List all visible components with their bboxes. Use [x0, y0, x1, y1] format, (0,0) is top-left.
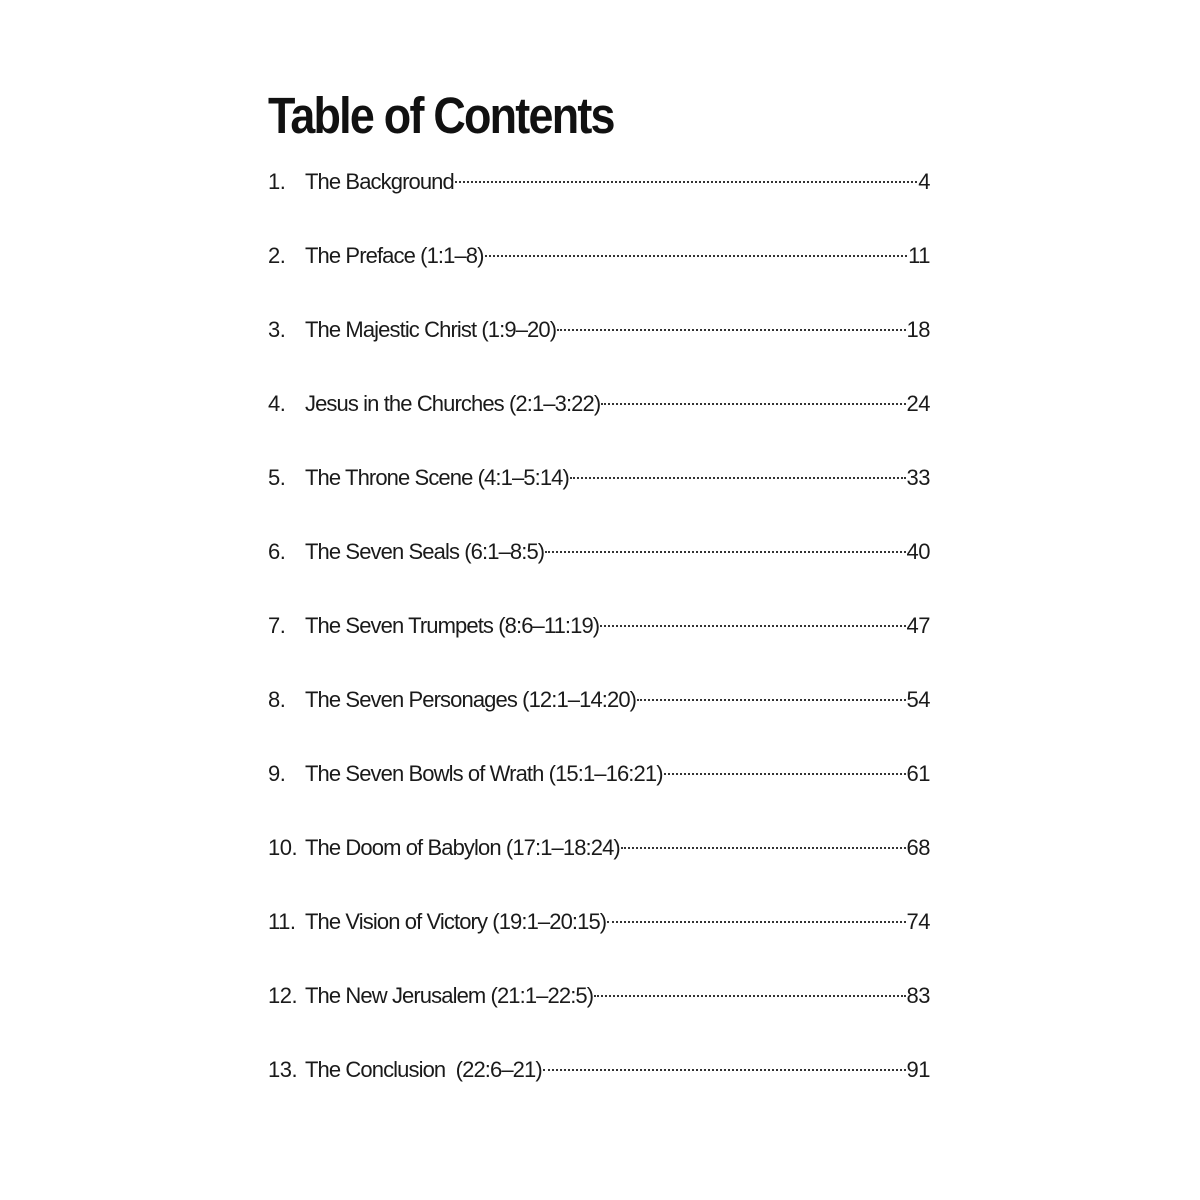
toc-entry-page: 18 [906, 317, 930, 342]
toc-entry-number: 11. [268, 909, 296, 934]
toc-entry-title: The Seven Trumpets (8:6–11:19) [305, 613, 600, 638]
toc-entry-number: 3. [268, 317, 286, 342]
toc-entry-number: 6. [268, 539, 286, 564]
dot-leader [600, 625, 905, 627]
toc-entry-title: The Throne Scene (4:1–5:14) [305, 465, 569, 490]
toc-entry [268, 906, 930, 938]
toc-entry [268, 314, 930, 346]
toc-entry [268, 536, 930, 568]
dot-leader [570, 477, 906, 479]
toc-entry [268, 388, 930, 420]
toc-entry-number: 8. [268, 687, 286, 712]
toc-entry-title: The New Jerusalem (21:1–22:5) [305, 983, 594, 1008]
toc-entry-title: The Conclusion (22:6–21) [305, 1057, 542, 1082]
dot-leader [621, 847, 906, 849]
toc-entry-number: 4. [268, 391, 286, 416]
toc-entry-title: The Background [305, 169, 454, 194]
dot-leader [664, 773, 906, 775]
toc-entry-number: 5. [268, 465, 286, 490]
toc-entry-number: 7. [268, 613, 286, 638]
dot-leader [455, 181, 917, 183]
toc-entry [268, 166, 930, 198]
toc-entry-page: 24 [906, 391, 930, 416]
dot-leader [543, 1069, 906, 1071]
toc-entry-title: The Preface (1:1–8) [305, 243, 484, 268]
toc-entry [268, 610, 930, 642]
toc-entry [268, 758, 930, 790]
toc-entry-page: 83 [906, 983, 930, 1008]
toc-entry-page: 68 [906, 835, 930, 860]
dot-leader [545, 551, 905, 553]
toc-entry-page: 4 [918, 169, 930, 194]
dot-leader [485, 255, 908, 257]
toc-entry-title: The Seven Seals (6:1–8:5) [305, 539, 545, 564]
toc-entry-page: 47 [906, 613, 930, 638]
toc-entry-title: The Vision of Victory (19:1–20:15) [305, 909, 607, 934]
toc-entry-title: The Seven Personages (12:1–14:20) [305, 687, 637, 712]
toc-entry [268, 684, 930, 716]
toc-entry-number: 13. [268, 1057, 298, 1082]
toc-entry [268, 240, 930, 272]
dot-leader [594, 995, 905, 997]
toc-entry-title: The Majestic Christ (1:9–20) [305, 317, 557, 342]
toc-entry-page: 61 [906, 761, 930, 786]
toc-entry-page: 33 [906, 465, 930, 490]
dot-leader [557, 329, 905, 331]
toc-entry-title: Jesus in the Churches (2:1–3:22) [305, 391, 601, 416]
toc-entry-page: 74 [906, 909, 930, 934]
dot-leader [601, 403, 905, 405]
toc-entry-number: 9. [268, 761, 286, 786]
page-title: Table of Contents [268, 87, 614, 144]
toc-entry [268, 832, 930, 864]
toc-entry-number: 10. [268, 835, 298, 860]
dot-leader [637, 699, 905, 701]
toc-entry-number: 12. [268, 983, 298, 1008]
toc-entry [268, 462, 930, 494]
toc-entry-number: 1. [268, 169, 286, 194]
toc-entry-title: The Doom of Babylon (17:1–18:24) [305, 835, 620, 860]
toc-entry-page: 54 [906, 687, 930, 712]
toc-entry [268, 1054, 930, 1086]
toc-entry-page: 40 [906, 539, 930, 564]
toc-entry-page: 91 [906, 1057, 930, 1082]
dot-leader [607, 921, 905, 923]
toc-entry-title: The Seven Bowls of Wrath (15:1–16:21) [305, 761, 663, 786]
toc-entry-number: 2. [268, 243, 286, 268]
toc-entry-page: 11 [908, 243, 930, 268]
toc-entry [268, 980, 930, 1012]
